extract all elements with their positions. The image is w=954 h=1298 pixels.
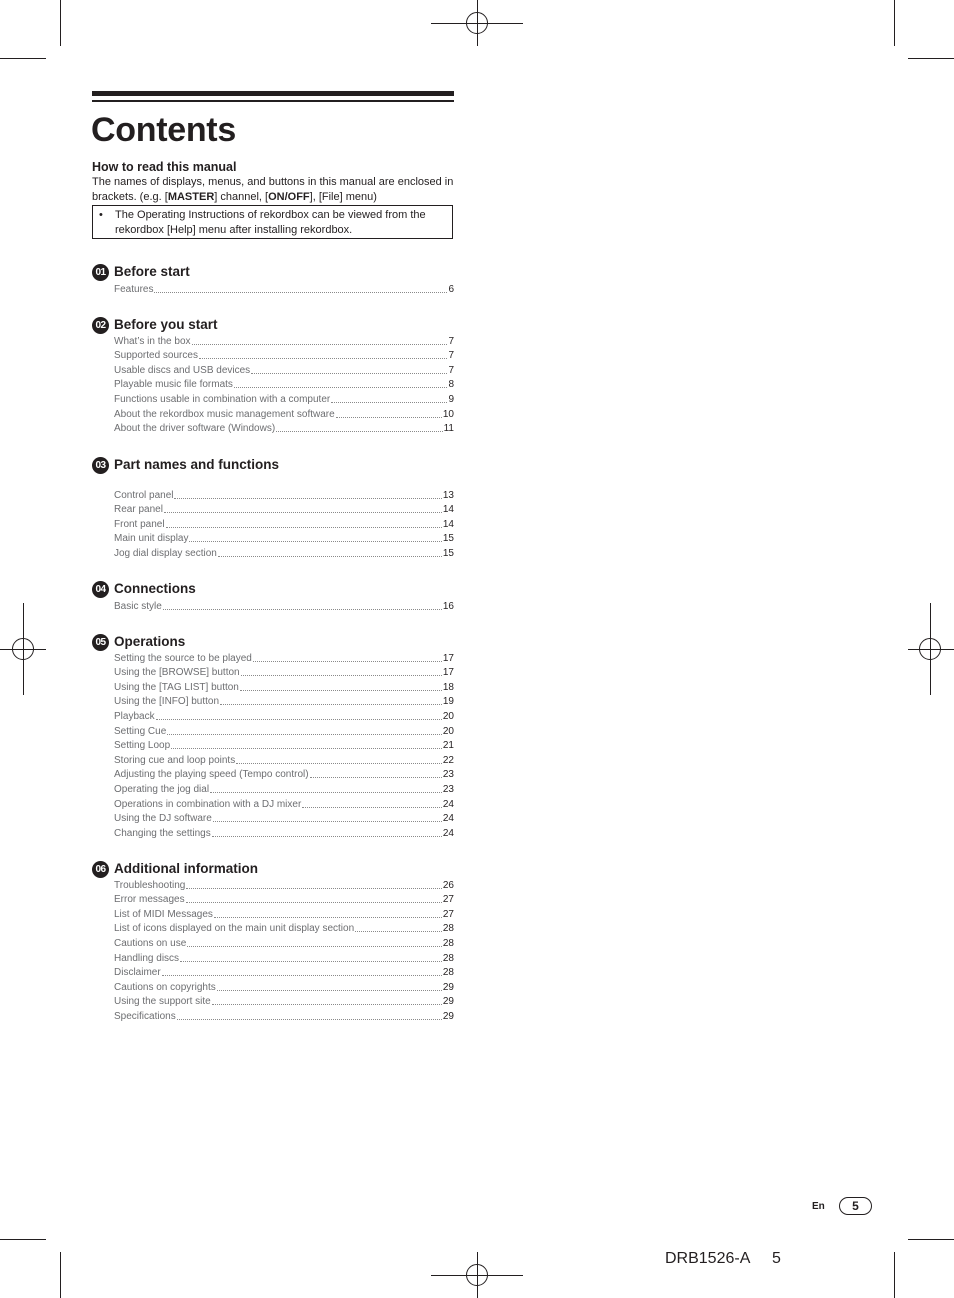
- toc-entry[interactable]: [114, 502, 454, 517]
- toc-entry[interactable]: [114, 679, 454, 694]
- toc-entry-page: 23: [442, 769, 454, 781]
- toc-entry-page: 29: [442, 996, 454, 1008]
- dot-leader: [156, 718, 442, 720]
- toc-entry-page: 23: [442, 783, 454, 795]
- toc-entry-page: 10: [442, 408, 454, 420]
- crop-mark: [908, 1239, 954, 1240]
- toc-entry[interactable]: [114, 892, 454, 907]
- toc-entry[interactable]: [114, 738, 454, 753]
- section-number-badge: 02: [92, 317, 109, 334]
- dot-leader: [336, 416, 442, 418]
- page-number-badge: 5: [839, 1197, 872, 1215]
- doc-page: 5: [772, 1250, 781, 1267]
- dot-leader: [186, 901, 442, 903]
- registration-circle-icon: [12, 638, 34, 660]
- toc-entry-page: 27: [442, 908, 454, 920]
- toc-entry-page: 6: [448, 283, 454, 295]
- toc-entry-page: 7: [448, 350, 454, 362]
- crop-mark: [0, 58, 46, 59]
- toc-entry-label: Playback: [114, 710, 155, 722]
- dot-leader: [331, 401, 447, 403]
- toc-entry[interactable]: [114, 598, 454, 613]
- dot-leader: [241, 674, 442, 676]
- section-title: Before start: [114, 264, 190, 279]
- dot-leader: [234, 386, 448, 388]
- dot-leader: [189, 540, 441, 542]
- howto-text: The names of displays, menus, and buttons in this manual are enclosed in brackets. (e.g. [MASTER] channel, [ON/OFF], [File] menu): [92, 176, 454, 203]
- toc-entry[interactable]: [114, 531, 454, 546]
- page-title: Contents: [91, 111, 236, 149]
- toc-entry-page: 29: [442, 1010, 454, 1022]
- toc-entry-label: Operating the jog dial: [114, 783, 210, 795]
- dot-leader: [154, 291, 447, 293]
- toc-entry-label: Specifications: [114, 1010, 176, 1022]
- toc-entry-page: 24: [442, 827, 454, 839]
- toc-entry-page: 15: [442, 533, 454, 545]
- crop-mark: [894, 0, 895, 46]
- toc-entry[interactable]: [114, 994, 454, 1009]
- toc-entry[interactable]: [114, 796, 454, 811]
- dot-leader: [180, 960, 442, 962]
- dot-leader: [213, 820, 442, 822]
- toc-entry-page: 16: [442, 600, 454, 612]
- toc-list: [114, 877, 454, 1023]
- dot-leader: [302, 806, 442, 808]
- toc-entry-page: 18: [442, 681, 454, 693]
- toc-entry[interactable]: [114, 391, 454, 406]
- toc-entry-label: Setting Loop: [114, 740, 171, 752]
- section-number-badge: 01: [92, 264, 109, 281]
- toc-entry-label: About the driver software (Windows): [114, 423, 276, 435]
- howto-heading: How to read this manual: [92, 160, 237, 174]
- toc-entry-label: Supported sources: [114, 350, 198, 362]
- crop-mark: [60, 0, 61, 46]
- toc-entry[interactable]: [114, 348, 454, 363]
- toc-entry-label: Cautions on use: [114, 937, 187, 949]
- language-label: En: [812, 1201, 825, 1212]
- toc-entry-label: List of icons displayed on the main unit display section: [114, 923, 355, 935]
- toc-entry-label: Using the support site: [114, 996, 211, 1008]
- dot-leader: [210, 791, 442, 793]
- toc-entry-label: Operations in combination with a DJ mixer: [114, 798, 302, 810]
- toc-entry-page: 7: [448, 364, 454, 376]
- toc-entry[interactable]: [114, 406, 454, 421]
- note-text: The Operating Instructions of rekordbox can be viewed from the rekordbox [Help] menu after installing rekordbox.: [115, 209, 426, 236]
- toc-entry-page: 14: [442, 504, 454, 516]
- title-rule-thin: [92, 100, 454, 102]
- toc-entry[interactable]: [114, 421, 454, 436]
- toc-entry-page: 13: [442, 489, 454, 501]
- crop-mark: [908, 58, 954, 59]
- registration-circle-icon: [919, 638, 941, 660]
- toc-entry-label: Front panel: [114, 518, 165, 530]
- toc-entry[interactable]: [114, 516, 454, 531]
- toc-entry-label: Jog dial display section: [114, 547, 217, 559]
- toc-entry-label: Control panel: [114, 489, 174, 501]
- toc-entry[interactable]: [114, 767, 454, 782]
- toc-entry-label: Features: [114, 283, 154, 295]
- toc-entry-label: Rear panel: [114, 504, 163, 516]
- toc-entry-page: 14: [442, 518, 454, 530]
- toc-entry-page: 28: [442, 923, 454, 935]
- toc-list: [114, 281, 454, 296]
- toc-entry-label: About the rekordbox music management software: [114, 408, 335, 420]
- dot-leader: [167, 733, 442, 735]
- toc-entry-page: 21: [442, 740, 454, 752]
- toc-entry-page: 11: [443, 423, 454, 435]
- toc-entry-page: 28: [442, 967, 454, 979]
- toc-entry[interactable]: [114, 723, 454, 738]
- section-title: Before you start: [114, 317, 218, 332]
- toc-entry-label: Disclaimer: [114, 967, 161, 979]
- dot-leader: [236, 762, 442, 764]
- crop-mark: [0, 1239, 46, 1240]
- toc-entry[interactable]: [114, 921, 454, 936]
- toc-entry-page: 17: [442, 652, 454, 664]
- toc-list: [114, 333, 454, 435]
- toc-list: [114, 598, 454, 613]
- section-title: Operations: [114, 634, 186, 649]
- section-number-badge: 03: [92, 457, 109, 474]
- toc-entry-page: 15: [442, 547, 454, 559]
- dot-leader: [214, 916, 442, 918]
- dot-leader: [186, 887, 442, 889]
- toc-entry[interactable]: [114, 708, 454, 723]
- toc-entry-page: 9: [448, 393, 454, 405]
- crop-mark: [894, 1252, 895, 1298]
- dot-leader: [220, 703, 442, 705]
- dot-leader: [162, 974, 442, 976]
- toc-entry[interactable]: [114, 979, 454, 994]
- dot-leader: [174, 497, 441, 499]
- toc-entry-label: Troubleshooting: [114, 879, 186, 891]
- toc-entry-page: 24: [442, 813, 454, 825]
- toc-entry[interactable]: [114, 665, 454, 680]
- toc-entry-page: 17: [442, 667, 454, 679]
- toc-entry-label: Usable discs and USB devices: [114, 364, 251, 376]
- note-box: [92, 205, 453, 239]
- toc-entry[interactable]: [114, 377, 454, 392]
- crop-mark: [60, 1252, 61, 1298]
- toc-entry-page: 26: [442, 879, 454, 891]
- toc-entry-label: Cautions on copyrights: [114, 981, 216, 993]
- toc-entry-page: 7: [448, 335, 454, 347]
- bullet-icon: •: [99, 209, 103, 221]
- toc-entry[interactable]: [114, 650, 454, 665]
- toc-entry-page: 22: [442, 754, 454, 766]
- dot-leader: [240, 689, 442, 691]
- toc-entry[interactable]: [114, 545, 454, 560]
- toc-entry[interactable]: [114, 752, 454, 767]
- section-number-badge: 04: [92, 581, 109, 598]
- section-title: Part names and functions: [114, 457, 280, 472]
- toc-entry[interactable]: [114, 935, 454, 950]
- toc-entry[interactable]: [114, 694, 454, 709]
- registration-circle-icon: [466, 1264, 488, 1286]
- dot-leader: [177, 1018, 442, 1020]
- toc-entry-page: 20: [442, 710, 454, 722]
- toc-entry[interactable]: [114, 333, 454, 348]
- toc-entry-label: Handling discs: [114, 952, 180, 964]
- toc-entry-label: Functions usable in combination with a computer: [114, 393, 331, 405]
- toc-entry-label: Setting Cue: [114, 725, 167, 737]
- section-number-badge: 05: [92, 634, 109, 651]
- toc-list: [114, 650, 454, 840]
- toc-entry-label: Changing the settings: [114, 827, 211, 839]
- master-label: MASTER: [167, 190, 215, 203]
- onoff-label: ON/OFF: [268, 190, 310, 203]
- dot-leader: [212, 835, 442, 837]
- toc-entry[interactable]: [114, 1008, 454, 1023]
- dot-leader: [253, 660, 442, 662]
- doc-code: DRB1526-A: [665, 1250, 751, 1267]
- toc-entry[interactable]: [114, 877, 454, 892]
- toc-entry[interactable]: [114, 281, 454, 296]
- section-number-badge: 06: [92, 861, 109, 878]
- dot-leader: [199, 357, 447, 359]
- toc-entry-page: 20: [442, 725, 454, 737]
- toc-entry[interactable]: [114, 811, 454, 826]
- dot-leader: [187, 945, 442, 947]
- toc-entry[interactable]: [114, 825, 454, 840]
- toc-entry[interactable]: [114, 362, 454, 377]
- section-title: Connections: [114, 581, 196, 596]
- toc-entry-label: Setting the source to be played: [114, 652, 252, 664]
- toc-entry-label: Error messages: [114, 894, 185, 906]
- dot-leader: [310, 776, 442, 778]
- toc-entry-label: Adjusting the playing speed (Tempo control): [114, 769, 309, 781]
- dot-leader: [276, 430, 442, 432]
- toc-entry[interactable]: [114, 781, 454, 796]
- dot-leader: [217, 989, 442, 991]
- toc-entry-page: 27: [442, 894, 454, 906]
- dot-leader: [218, 555, 442, 557]
- toc-entry-page: 28: [442, 937, 454, 949]
- title-rule-thick: [92, 91, 454, 96]
- dot-leader: [192, 343, 448, 345]
- toc-entry-label: What’s in the box: [114, 335, 191, 347]
- toc-entry-label: List of MIDI Messages: [114, 908, 213, 920]
- dot-leader: [355, 930, 442, 932]
- dot-leader: [212, 1003, 442, 1005]
- toc-entry-label: Basic style: [114, 600, 162, 612]
- toc-entry-page: 28: [442, 952, 454, 964]
- toc-entry[interactable]: [114, 487, 454, 502]
- toc-entry-label: Main unit display: [114, 533, 189, 545]
- dot-leader: [163, 608, 442, 610]
- toc-entry-label: Using the [BROWSE] button: [114, 667, 240, 679]
- toc-list: [114, 487, 454, 560]
- toc-entry-label: Using the [INFO] button: [114, 696, 220, 708]
- dot-leader: [171, 747, 442, 749]
- dot-leader: [164, 511, 442, 513]
- toc-entry-page: 29: [442, 981, 454, 993]
- toc-entry-page: 24: [442, 798, 454, 810]
- registration-circle-icon: [466, 12, 488, 34]
- toc-entry-page: 8: [448, 379, 454, 391]
- toc-entry-label: Using the [TAG LIST] button: [114, 681, 239, 693]
- toc-entry[interactable]: [114, 906, 454, 921]
- dot-leader: [251, 372, 447, 374]
- toc-entry-page: 19: [442, 696, 454, 708]
- toc-entry[interactable]: [114, 950, 454, 965]
- toc-entry-label: Playable music file formats: [114, 379, 233, 391]
- toc-entry-label: Using the DJ software: [114, 813, 212, 825]
- toc-entry-label: Storing cue and loop points: [114, 754, 236, 766]
- section-title: Additional information: [114, 861, 258, 876]
- toc-entry[interactable]: [114, 965, 454, 980]
- dot-leader: [166, 526, 442, 528]
